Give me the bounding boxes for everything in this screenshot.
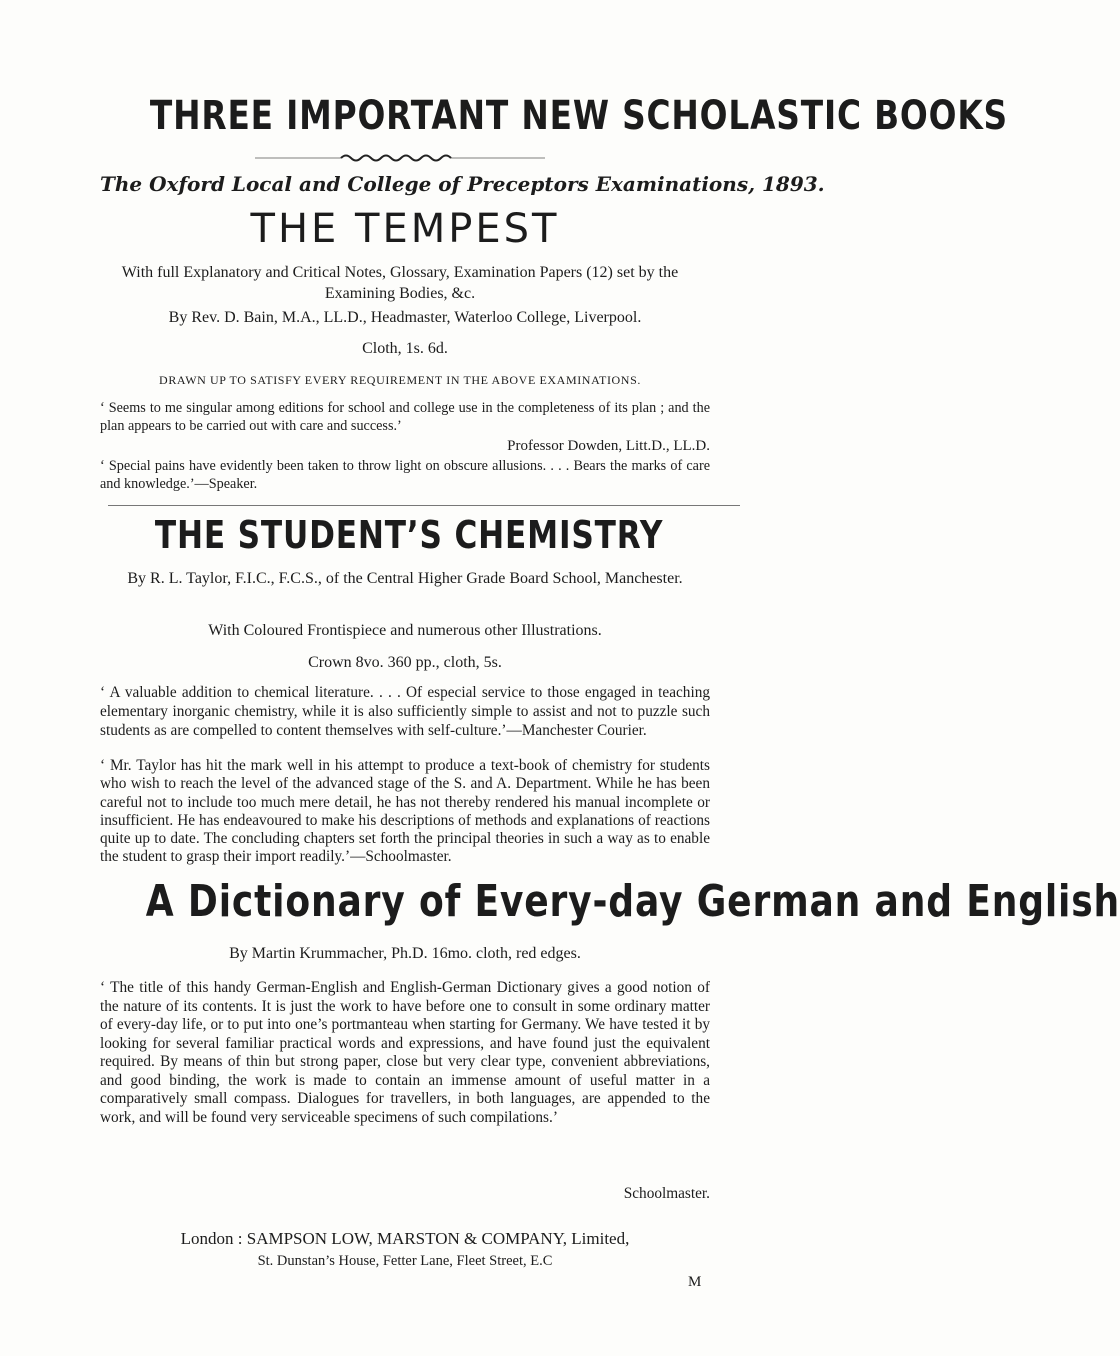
tempest-quote-1: ‘ Seems to me singular among editions for school and college use in the completeness of its plan ; and the plan appears to be carried out with care and success.’ [100, 400, 710, 434]
page-heading: THREE IMPORTANT NEW SCHOLASTIC BOOKS [149, 93, 1009, 139]
dictionary-quote-source: Schoolmaster. [623, 1185, 710, 1202]
tempest-author: By Rev. D. Bain, M.A., LL.D., Headmaster, Waterloo College, Liverpool. [168, 309, 642, 326]
dictionary-quote: ‘ The title of this handy German-English and English-German Dictionary gives a good notion of the nature of its contents. It is just the work to have before one to consult in some ordinary matter of every-day life, or to put into one’s portmanteau when starting for Germany. We have tested it by looking for several familiar practical words and expressions, and have found just the equivalent required. By means of thin but strong paper, close but very clear type, convenient abbreviations, and good binding, the work is made to contain an immense amount of useful matter in a comparatively small compass. Dialogues for travellers, in both languages, are appended to the work, and will be found very serviceable specimens of such compilations.’ [100, 979, 710, 1126]
section-rule [108, 505, 740, 506]
series-line: The Oxford Local and College of Preceptors Examinations, 1893. [100, 172, 825, 196]
tempest-price: Cloth, 1s. 6d. [362, 340, 448, 357]
chemistry-description: With Coloured Frontispiece and numerous other Illustrations. [208, 622, 602, 639]
dictionary-author: By Martin Krummacher, Ph.D. 16mo. cloth, red edges. [229, 945, 581, 962]
book-title-tempest: THE TEMPEST [250, 206, 560, 252]
chemistry-author: By R. L. Taylor, F.I.C., F.C.S., of the Central Higher Grade Board School, Manchester. [127, 570, 683, 587]
chemistry-quote-1: ‘ A valuable addition to chemical literature. . . . Of especial service to those engaged in teaching elementary inorganic chemistry, while it is also sufficiently simple to assist and not to puzzle such students as are compelled to content themselves with self-culture.’—Manchester Courier. [100, 684, 710, 739]
book-title-chemistry: THE STUDENT’S CHEMISTRY [154, 513, 664, 557]
ornamental-divider [255, 152, 545, 164]
publisher-line-2: St. Dunstan’s House, Fetter Lane, Fleet Street, E.C [257, 1253, 553, 1269]
chemistry-quote-2: ‘ Mr. Taylor has hit the mark well in his attempt to produce a text-book of chemistry for students who wish to reach the level of the advanced stage of the S. and A. Department. While he has been careful not to include too much mere detail, he has not thereby rendered his manual incomplete or insufficient. He has endeavoured to make his descriptions of methods and explanations of reactions quite up to date. The concluding chapters set forth the principal theories in such a way as to enable the student to grasp their import readily.’—Schoolmaster. [100, 757, 710, 866]
chemistry-price: Crown 8vo. 360 pp., cloth, 5s. [308, 654, 502, 671]
signature-mark: M [688, 1274, 702, 1290]
tempest-description: With full Explanatory and Critical Notes, Glossary, Examination Papers (12) set by the Examining Bodies, &c. [121, 264, 679, 302]
tempest-quote-2: ‘ Special pains have evidently been taken to throw light on obscure allusions. . . . Bears the marks of care and knowledge.’—Speaker. [100, 458, 710, 492]
tempest-quote-1-source: Professor Dowden, Litt.D., LL.D. [507, 438, 710, 454]
tempest-note: DRAWN UP TO SATISFY EVERY REQUIREMENT IN THE ABOVE EXAMINATIONS. [159, 373, 641, 387]
publisher-line-1: London : SAMPSON LOW, MARSTON & COMPANY, Limited, [180, 1229, 630, 1248]
book-title-dictionary: A Dictionary of Every-day German and English [145, 876, 1120, 927]
